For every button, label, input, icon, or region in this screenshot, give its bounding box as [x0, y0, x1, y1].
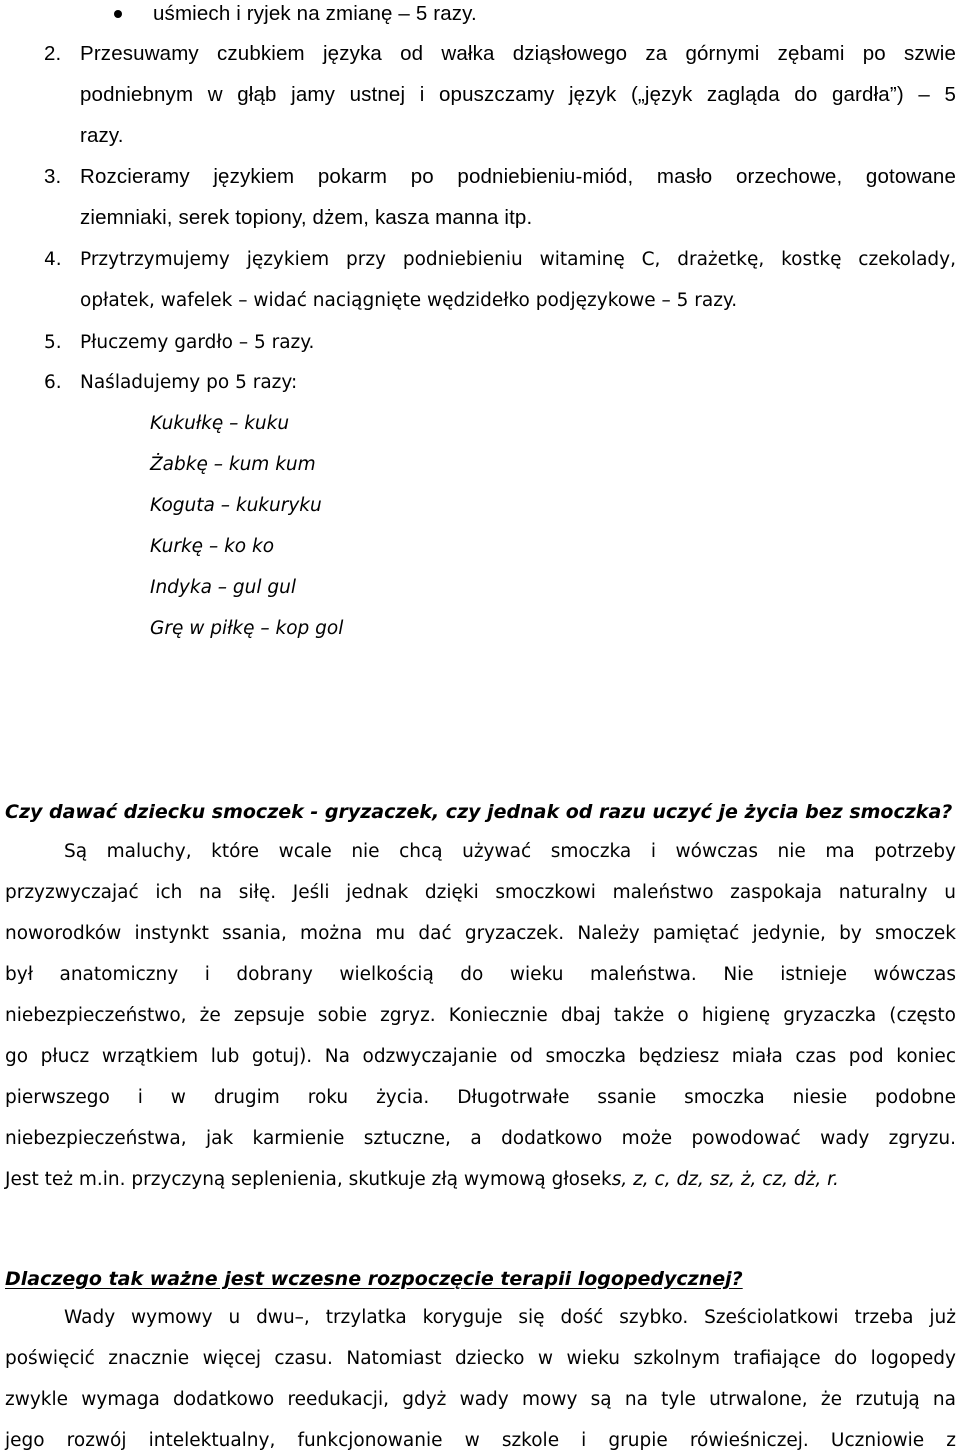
paragraph-line: Wady wymowy u dwu–, trzylatka koryguje się dość szybko. Sześciolatkowi trzeba już — [64, 1307, 956, 1328]
imitation-line: Kurkę – ko ko — [150, 536, 275, 557]
list-item-line: Naśladujemy po 5 razy: — [80, 372, 298, 393]
paragraph-line: pierwszego i w drugim roku życia. Długotrwałe ssanie smoczka niesie podobne — [5, 1087, 956, 1108]
list-item-line: Przytrzymujemy językiem przy podniebieniu witaminę C, drażetkę, kostkę czekolady, — [80, 249, 956, 270]
list-item-line: podniebnym w głąb jamy ustnej i opuszczamy język („język zagląda do gardła”) – 5 — [80, 83, 956, 106]
paragraph-line: przyzwyczajać ich na siłę. Jeśli jednak dzięki smoczkowi maleństwo zaspokaja naturalny u — [5, 882, 956, 903]
paragraph-line: jego rozwój intelektualny, funkcjonowanie w szkole i grupie rówieśniczej. Uczniowie z — [5, 1430, 956, 1451]
list-number: 4. — [44, 249, 62, 270]
section-heading: Czy dawać dziecku smoczek - gryzaczek, czy jednak od razu uczyć je życia bez smoczka? — [5, 801, 953, 823]
list-item-line: Płuczemy gardło – 5 razy. — [80, 332, 315, 353]
paragraph-line: zwykle wymaga dodatkowo reedukacji, gdyż wady mowy są na tyle utrwalone, że rzutują na — [5, 1389, 956, 1410]
imitation-line: Kukułkę – kuku — [150, 413, 290, 434]
paragraph-line: niebezpieczeństwa, jak karmienie sztuczne, a dodatkowo może powodować wady zgryzu. — [5, 1128, 956, 1149]
paragraph-line: noworodków instynkt ssania, można mu dać gryzaczek. Należy pamiętać jedynie, by smoczek — [5, 923, 956, 944]
imitation-line: Indyka – gul gul — [150, 577, 297, 598]
list-item-line: ziemniaki, serek topiony, dżem, kasza manna itp. — [80, 206, 533, 229]
list-number: 6. — [44, 372, 62, 393]
paragraph-line: Są maluchy, które wcale nie chcą używać smoczka i wówczas nie ma potrzeby — [64, 841, 956, 862]
bullet-icon — [114, 10, 122, 18]
list-item-line: opłatek, wafelek – widać naciągnięte wędzidełko podjęzykowe – 5 razy. — [80, 290, 738, 311]
list-number: 5. — [44, 332, 62, 353]
list-item-line: Przesuwamy czubkiem języka od wałka dziąsłowego za górnymi zębami po szwie — [80, 42, 956, 65]
bullet-item — [0, 0, 960, 30]
section-heading: Dlaczego tak ważne jest wczesne rozpoczęcie terapii logopedycznej? — [5, 1268, 743, 1290]
paragraph-line: poświęcić znacznie więcej czasu. Natomiast dziecko w wieku szkolnym trafiające do logopedy — [5, 1348, 956, 1369]
imitation-line: Koguta – kukuryku — [150, 495, 322, 516]
imitation-line: Żabkę – kum kum — [150, 454, 316, 475]
paragraph-line: go płucz wrzątkiem lub gotuj). Na odzwyczajanie od smoczka będziesz miała czas pod koniec — [5, 1046, 956, 1067]
bullet-text: uśmiech i ryjek na zmianę – 5 razy. — [153, 2, 477, 25]
imitation-line: Grę w piłkę – kop gol — [150, 618, 344, 639]
list-number: 3. — [44, 165, 62, 188]
paragraph-text: Jest też m.in. przyczyną seplenienia, skutkuje złą wymową głosek — [5, 1169, 612, 1190]
phoneme-list: s, z, c, dz, sz, ż, cz, dż, r. — [611, 1169, 839, 1190]
list-item-line: razy. — [80, 124, 124, 147]
paragraph-line: niebezpieczeństwo, że zepsuje sobie zgryz. Koniecznie dbaj także o higienę gryzaczka (często — [5, 1005, 956, 1026]
list-number: 2. — [44, 42, 62, 65]
paragraph-line — [5, 1166, 839, 1194]
list-item-line: Rozcieramy językiem pokarm po podniebieniu-miód, masło orzechowe, gotowane — [80, 165, 956, 188]
paragraph-line: był anatomiczny i dobrany wielkością do wieku maleństwa. Nie istnieje wówczas — [5, 964, 956, 985]
